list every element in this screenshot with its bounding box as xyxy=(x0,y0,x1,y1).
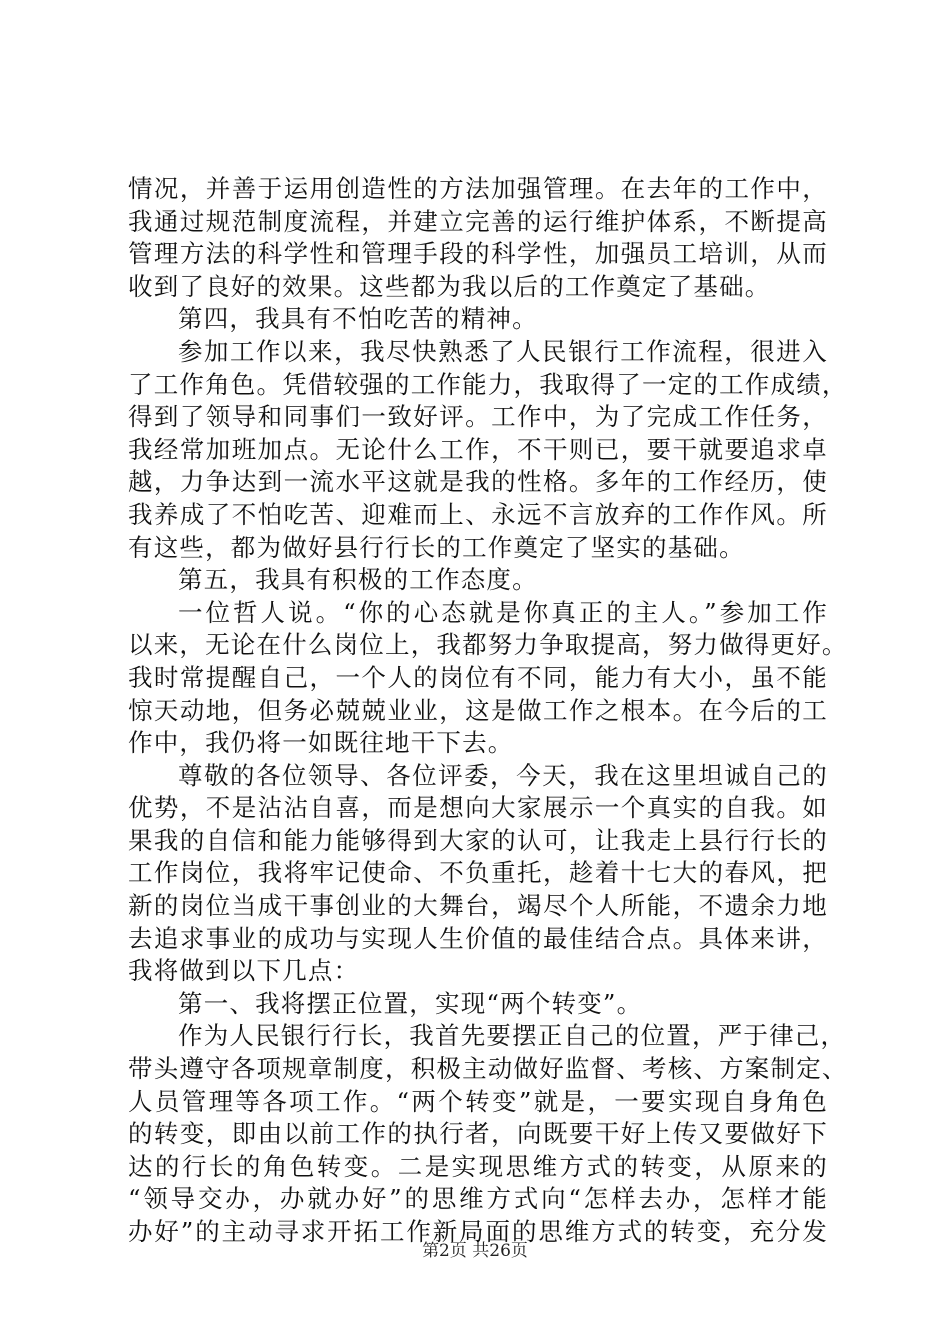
text-line: 越，力争达到一流水平这就是我的性格。多年的工作经历，使 xyxy=(128,467,828,497)
text-line: 第一、我将摆正位置，实现“两个转变”。 xyxy=(178,988,643,1018)
text-line: 以来，无论在什么岗位上，我都努力争取提高，努力做得更好。 xyxy=(128,630,848,660)
page-footer: 第2页 共26页 xyxy=(422,1241,528,1261)
text-line: 我养成了不怕吃苦、迎难而上、永远不言放弃的工作作风。所 xyxy=(128,499,828,529)
text-line: 优势，不是沾沾自喜，而是想向大家展示一个真实的自我。如 xyxy=(128,793,828,823)
text-line: 达的行长的角色转变。二是实现思维方式的转变，从原来的 xyxy=(128,1151,828,1181)
text-line: 收到了良好的效果。这些都为我以后的工作奠定了基础。 xyxy=(128,271,771,301)
text-line: 我时常提醒自己，一个人的岗位有不同，能力有大小，虽不能 xyxy=(128,662,828,692)
text-line: 办好”的主动寻求开拓工作新局面的思维方式的转变，充分发 xyxy=(128,1217,828,1246)
text-line: 去追求事业的成功与实现人生价值的最佳结合点。具体来讲， xyxy=(128,923,828,953)
document-body xyxy=(128,173,848,1249)
text-line: 新的岗位当成干事创业的大舞台，竭尽个人所能，不遗余力地 xyxy=(128,891,828,921)
text-line: 工作岗位，我将牢记使命、不负重托，趁着十七大的春风，把 xyxy=(128,858,828,888)
text-line: 管理方法的科学性和管理手段的科学性，加强员工培训，从而 xyxy=(128,239,828,269)
text-line: 情况，并善于运用创造性的方法加强管理。在去年的工作中， xyxy=(128,174,828,203)
text-line: 果我的自信和能力能够得到大家的认可，让我走上县行行长的 xyxy=(128,825,828,855)
text-line: 人员管理等各项工作。“两个转变”就是，一要实现自身角色 xyxy=(128,1086,828,1116)
text-line: 参加工作以来，我尽快熟悉了人民银行工作流程，很进入 xyxy=(178,336,828,366)
text-line: 第四，我具有不怕吃苦的精神。 xyxy=(178,304,538,334)
text-line: 作中，我仍将一如既往地干下去。 xyxy=(128,728,514,758)
text-line: 作为人民银行行长，我首先要摆正自己的位置，严于律己， xyxy=(178,1021,847,1051)
text-line: 我经常加班加点。无论什么工作，不干则已，要干就要追求卓 xyxy=(128,434,828,464)
text-line: 有这些，都为做好县行行长的工作奠定了坚实的基础。 xyxy=(128,532,745,562)
text-line: 尊敬的各位领导、各位评委，今天，我在这里坦诚自己的 xyxy=(178,760,828,790)
text-line: 第五，我具有积极的工作态度。 xyxy=(178,565,538,595)
text-line: 惊天动地，但务必兢兢业业，这是做工作之根本。在今后的工 xyxy=(128,695,828,725)
text-line: 一位哲人说。“你的心态就是你真正的主人。”参加工作 xyxy=(178,597,828,627)
text-line: 得到了领导和同事们一致好评。工作中，为了完成工作任务， xyxy=(128,402,828,432)
text-line: 的转变，即由以前工作的执行者，向既要干好上传又要做好下 xyxy=(128,1119,828,1149)
text-line: 带头遵守各项规章制度，积极主动做好监督、考核、方案制定、 xyxy=(128,1054,848,1084)
text-line: 我将做到以下几点： xyxy=(128,956,360,986)
text-line: 了工作角色。凭借较强的工作能力，我取得了一定的工作成绩， xyxy=(128,369,848,399)
text-line: “领导交办，办就办好”的思维方式向“怎样去办，怎样才能 xyxy=(128,1184,828,1214)
text-line: 我通过规范制度流程，并建立完善的运行维护体系，不断提高 xyxy=(128,206,828,236)
